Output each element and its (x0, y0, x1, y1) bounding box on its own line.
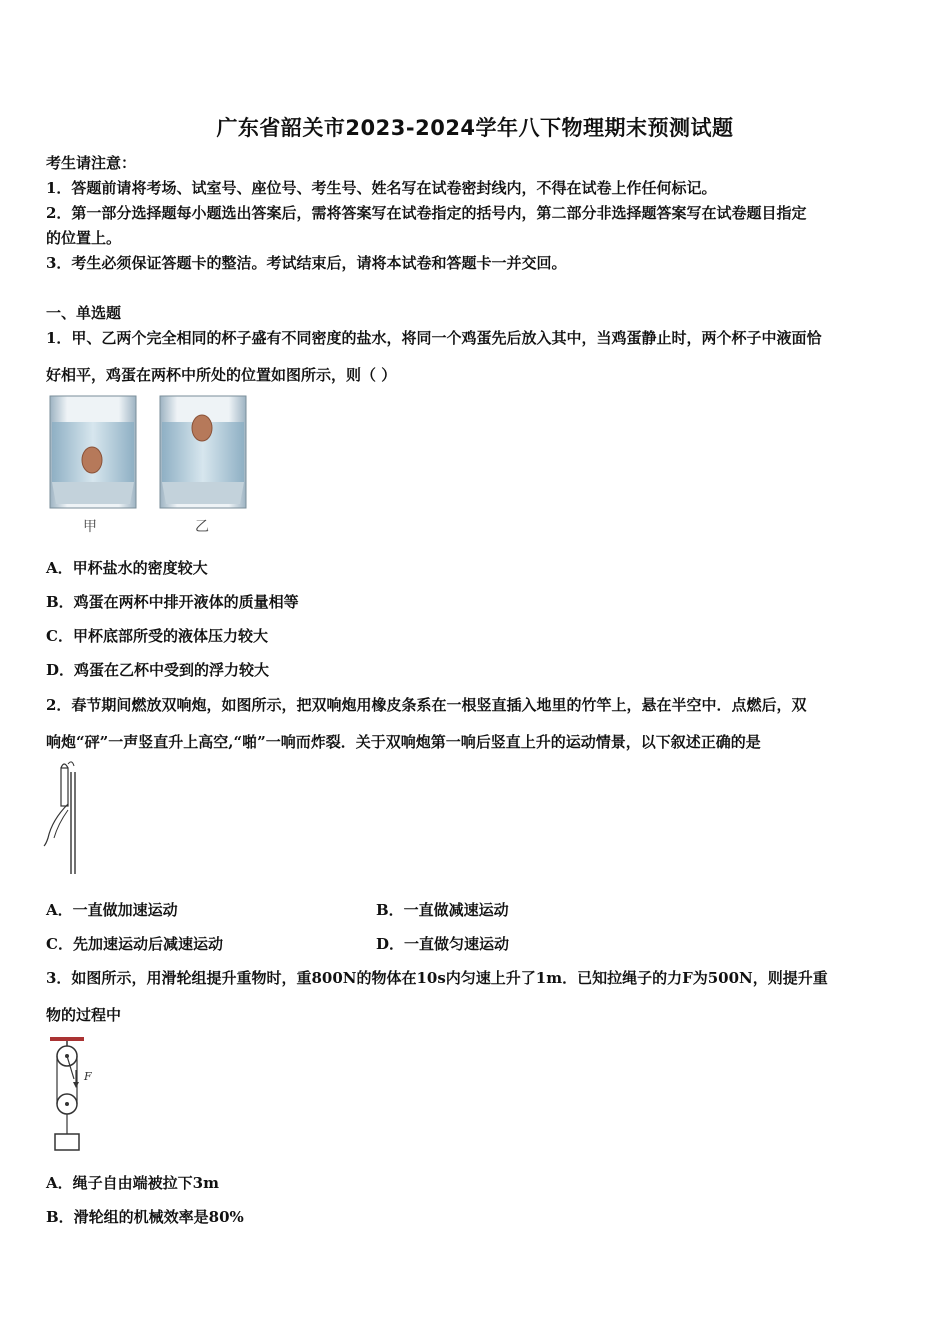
notice-item: 1．答题前请将考场、试室号、座位号、考生号、姓名写在试卷密封线内，不得在试卷上作任何标记。 (46, 179, 717, 197)
notice-item: 的位置上。 (46, 229, 122, 247)
q2-option-a: A．一直做加速运动 (46, 901, 178, 919)
q1-stem-line2: 好相平，鸡蛋在两杯中所处的位置如图所示，则（ ） (46, 366, 397, 384)
q2-option-d: D．一直做匀速运动 (376, 935, 510, 953)
notice-heading: 考生请注意： (46, 154, 137, 172)
label-f: F (84, 1070, 92, 1083)
q1-option-a: A．甲杯盐水的密度较大 (46, 559, 208, 577)
q1-option-b: B．鸡蛋在两杯中排开液体的质量相等 (46, 593, 299, 611)
q2-figure-firecracker (40, 758, 85, 876)
q2-stem-line2: 响炮“砰”一声竖直升上高空,“啪”一响而炸裂．关于双响炮第一响后竖直上升的运动情景，以下叙述正确的是 (46, 733, 761, 751)
q1-option-c: C．甲杯底部所受的液体压力较大 (46, 627, 268, 645)
q3-figure-pulley (42, 1034, 112, 1156)
fig-label-yi: 乙 (195, 519, 209, 535)
q2-option-c: C．先加速运动后减速运动 (46, 935, 223, 953)
notice-item: 2．第一部分选择题每小题选出答案后，需将答案写在试卷指定的括号内，第二部分非选择题答案写在试卷题目指定 (46, 204, 807, 222)
fig-label-jia: 甲 (83, 519, 97, 535)
q1-figure-cups (46, 392, 251, 537)
cup-jia (50, 396, 136, 508)
q2-stem-line1: 2．春节期间燃放双响炮，如图所示，把双响炮用橡皮条系在一根竖直插入地里的竹竿上，悬在半空中．点燃后，双 (46, 696, 807, 714)
q3-stem-line2: 物的过程中 (46, 1006, 122, 1024)
q3-stem-line1: 3．如图所示，用滑轮组提升重物时，重800N的物体在10s内匀速上升了1m．已知拉绳子的力F为500N，则提升重 (46, 969, 828, 987)
q1-stem-line1: 1．甲、乙两个完全相同的杯子盛有不同密度的盐水，将同一个鸡蛋先后放入其中，当鸡蛋静止时，两个杯子中液面恰 (46, 329, 822, 347)
q2-option-b: B．一直做减速运动 (376, 901, 509, 919)
q3-option-a: A．绳子自由端被拉下3m (46, 1174, 219, 1192)
q3-option-b: B．滑轮组的机械效率是80% (46, 1208, 244, 1226)
section-heading: 一、单选题 (46, 304, 122, 322)
cup-yi (160, 396, 246, 508)
q1-option-d: D．鸡蛋在乙杯中受到的浮力较大 (46, 661, 270, 679)
notice-item: 3．考生必须保证答题卡的整洁。考试结束后，请将本试卷和答题卡一并交回。 (46, 254, 567, 272)
page-title: 广东省韶关市2023-2024学年八下物理期末预测试题 (216, 116, 734, 140)
